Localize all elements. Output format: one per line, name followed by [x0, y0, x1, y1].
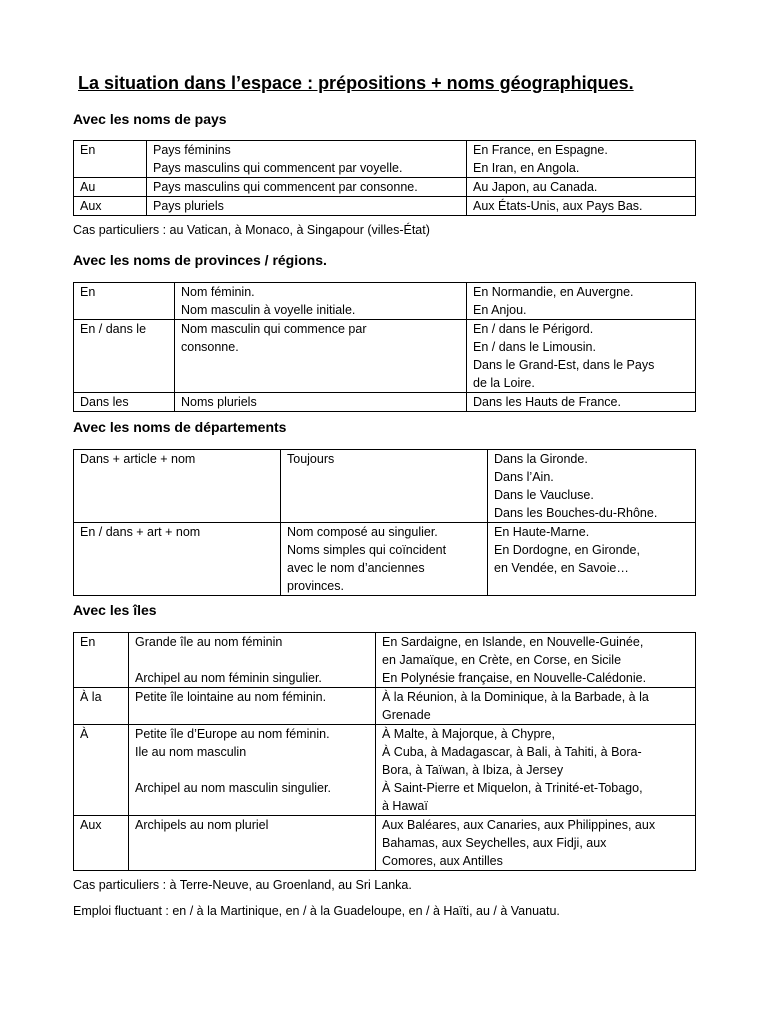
cell-rule: Noms pluriels	[175, 393, 467, 412]
cell-examples: En / dans le Périgord. En / dans le Limousin. Dans le Grand-Est, dans le Pays de la Loire.	[467, 320, 696, 393]
cell-rule: Nom composé au singulier. Noms simples qui coïncident avec le nom d’anciennes provinces.	[281, 523, 488, 596]
cell-preposition: En / dans + art + nom	[74, 523, 281, 596]
cell-preposition: Dans + article + nom	[74, 450, 281, 523]
cell-preposition: En	[74, 141, 147, 178]
cell-examples: En Normandie, en Auvergne. En Anjou.	[467, 283, 696, 320]
cell-rule: Toujours	[281, 450, 488, 523]
cell-examples: En Sardaigne, en Islande, en Nouvelle-Guinée, en Jamaïque, en Crète, en Corse, en Sicile En Polynésie française, en Nouvelle-Calédonie.	[376, 633, 696, 688]
cell-preposition: Dans les	[74, 393, 175, 412]
table-row	[74, 688, 696, 725]
table-row	[74, 633, 696, 688]
cell-preposition: En / dans le	[74, 320, 175, 393]
section-heading-departements: Avec les noms de départements	[73, 419, 287, 435]
cell-examples: En France, en Espagne. En Iran, en Angola.	[467, 141, 696, 178]
cell-examples: À la Réunion, à la Dominique, à la Barbade, à la Grenade	[376, 688, 696, 725]
cell-rule: Nom féminin. Nom masculin à voyelle initiale.	[175, 283, 467, 320]
table-row	[74, 393, 696, 412]
cell-rule: Petite île lointaine au nom féminin.	[129, 688, 376, 725]
note-pays: Cas particuliers : au Vatican, à Monaco, à Singapour (villes-État)	[73, 223, 430, 237]
cell-rule: Nom masculin qui commence par consonne.	[175, 320, 467, 393]
section-heading-provinces: Avec les noms de provinces / régions.	[73, 252, 327, 268]
table-row	[74, 450, 696, 523]
cell-preposition: À la	[74, 688, 129, 725]
page-title: La situation dans l’espace : prépositions + noms géographiques.	[78, 73, 634, 93]
section-heading-pays: Avec les noms de pays	[73, 111, 227, 127]
cell-preposition: À	[74, 725, 129, 816]
table-pays	[73, 140, 696, 216]
cell-rule: Pays masculins qui commencent par consonne.	[147, 178, 467, 197]
table-provinces	[73, 282, 696, 412]
cell-rule: Pays féminins Pays masculins qui commencent par voyelle.	[147, 141, 467, 178]
section-heading-iles: Avec les îles	[73, 602, 157, 618]
cell-preposition: En	[74, 283, 175, 320]
table-row	[74, 816, 696, 871]
cell-examples: À Malte, à Majorque, à Chypre, À Cuba, à Madagascar, à Bali, à Tahiti, à Bora- Bora, à Taïwan, à Ibiza, à Jersey À Saint-Pierre et Miquelon, à Trinité-et-Tobago, à Hawaï	[376, 725, 696, 816]
cell-examples: Aux États-Unis, aux Pays Bas.	[467, 197, 696, 216]
table-row	[74, 320, 696, 393]
table-row	[74, 197, 696, 216]
cell-rule: Petite île d’Europe au nom féminin. Ile au nom masculin Archipel au nom masculin singulier.	[129, 725, 376, 816]
cell-preposition: Au	[74, 178, 147, 197]
table-iles	[73, 632, 696, 871]
table-row	[74, 725, 696, 816]
table-row	[74, 523, 696, 596]
cell-examples: En Haute-Marne. En Dordogne, en Gironde, en Vendée, en Savoie…	[488, 523, 696, 596]
cell-rule: Pays pluriels	[147, 197, 467, 216]
cell-preposition: Aux	[74, 197, 147, 216]
cell-examples: Dans les Hauts de France.	[467, 393, 696, 412]
cell-examples: Dans la Gironde. Dans l’Ain. Dans le Vaucluse. Dans les Bouches-du-Rhône.	[488, 450, 696, 523]
cell-preposition: En	[74, 633, 129, 688]
cell-rule: Archipels au nom pluriel	[129, 816, 376, 871]
cell-preposition: Aux	[74, 816, 129, 871]
table-departements	[73, 449, 696, 596]
table-row	[74, 141, 696, 178]
cell-rule: Grande île au nom féminin Archipel au nom féminin singulier.	[129, 633, 376, 688]
note-emploi-fluctuant: Emploi fluctuant : en / à la Martinique, en / à la Guadeloupe, en / à Haïti, au / à Vanuatu.	[73, 904, 560, 918]
cell-examples: Au Japon, au Canada.	[467, 178, 696, 197]
cell-examples: Aux Baléares, aux Canaries, aux Philippines, aux Bahamas, aux Seychelles, aux Fidji, aux Comores, aux Antilles	[376, 816, 696, 871]
table-row	[74, 283, 696, 320]
note-iles: Cas particuliers : à Terre-Neuve, au Groenland, au Sri Lanka.	[73, 878, 412, 892]
table-row	[74, 178, 696, 197]
